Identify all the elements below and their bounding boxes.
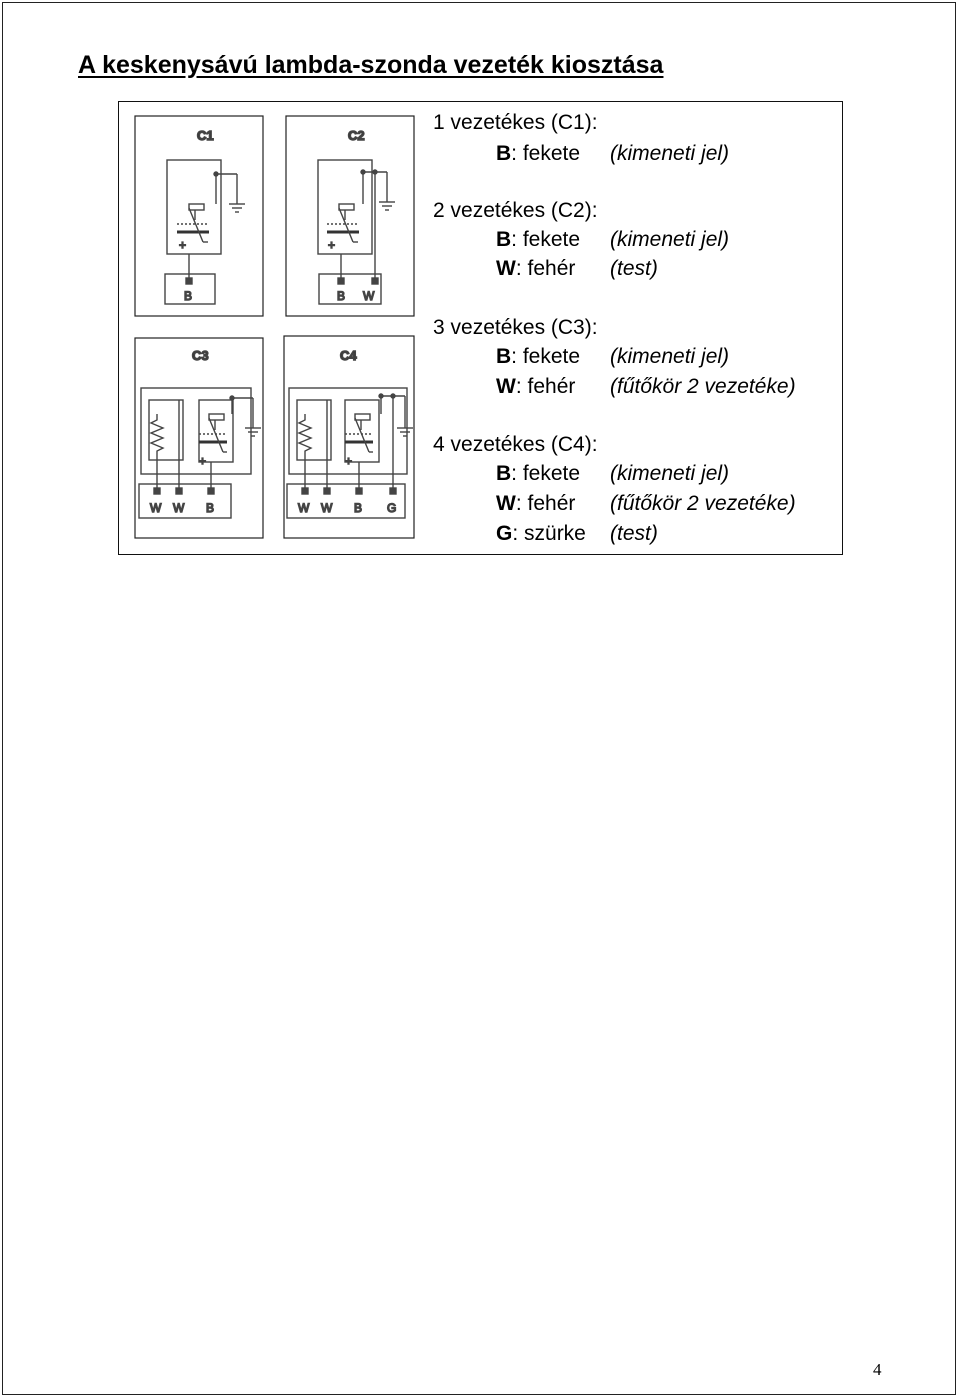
wire-function: (kimeneti jel)	[610, 462, 730, 485]
legend-row	[496, 227, 730, 253]
wire-code: B	[496, 462, 512, 485]
c1-pin-b: B	[184, 289, 193, 303]
diagram-c2	[286, 116, 414, 316]
c1-ground-icon	[229, 204, 245, 212]
c4-pin-w2: W	[321, 501, 333, 515]
c3-pin-w1: W	[150, 501, 162, 515]
wire-color: : fekete	[511, 228, 581, 251]
c4-label: C4	[340, 348, 357, 363]
diagram-c4	[284, 336, 414, 538]
legend-title: 3 vezetékes (C3):	[433, 316, 598, 339]
wiring-figure	[118, 101, 843, 555]
wire-function: (kimeneti jel)	[610, 345, 730, 368]
legend-row	[496, 491, 796, 517]
c2-pin-b: B	[337, 289, 346, 303]
wire-function: (kimeneti jel)	[610, 228, 730, 251]
legend-title: 4 vezetékes (C4):	[433, 433, 598, 456]
c4-heater-icon	[299, 414, 311, 474]
wire-function: (test)	[610, 257, 658, 280]
wire-color: : fekete	[511, 462, 581, 485]
wire-code: W	[496, 492, 516, 515]
wire-code: W	[496, 375, 516, 398]
wire-function: (fűtőkör 2 vezetéke)	[610, 375, 796, 398]
wire-function: (test)	[610, 522, 658, 545]
c1-label: C1	[197, 128, 214, 143]
wire-color: : fekete	[511, 345, 581, 368]
c4-pin-b: B	[354, 501, 363, 515]
page-title: A keskenysávú lambda-szonda vezeték kiosztása	[78, 51, 664, 79]
legend-row	[496, 461, 730, 487]
diagram-c1	[135, 116, 263, 316]
c3-pin-w2: W	[173, 501, 185, 515]
diagram-c3	[135, 338, 263, 538]
c4-pin-w1: W	[298, 501, 310, 515]
wire-code: G	[496, 522, 513, 545]
c3-plus-sign: +	[199, 454, 207, 468]
c2-pin-w: W	[363, 289, 375, 303]
legend-title: 1 vezetékes (C1):	[433, 111, 598, 134]
c3-pin-b: B	[206, 501, 215, 515]
c1-plus-sign: +	[179, 238, 187, 252]
c2-plus-sign: +	[328, 238, 336, 252]
wire-color: : fehér	[515, 257, 576, 280]
c4-pin-g: G	[387, 501, 397, 515]
legend-row	[496, 256, 658, 282]
c4-plus-sign: +	[345, 454, 353, 468]
wire-function: (fűtőkör 2 vezetéke)	[610, 492, 796, 515]
page-number: 4	[873, 1360, 882, 1379]
c4-ground-icon	[397, 428, 413, 436]
c2-label: C2	[348, 128, 365, 143]
legend-row	[496, 374, 796, 400]
legend-row	[496, 344, 730, 370]
wire-code: B	[496, 228, 512, 251]
wire-code: W	[496, 257, 516, 280]
wire-color: : fehér	[515, 375, 576, 398]
wire-code: B	[496, 345, 512, 368]
legend-row	[496, 521, 658, 547]
c2-ground-icon	[379, 202, 395, 210]
legend-title: 2 vezetékes (C2):	[433, 199, 598, 222]
wire-function: (kimeneti jel)	[610, 142, 730, 165]
c3-label: C3	[192, 348, 209, 363]
wire-code: B	[496, 142, 512, 165]
wire-color: : fekete	[511, 142, 581, 165]
wire-color: : szürke	[512, 522, 586, 545]
c3-ground-icon	[245, 428, 261, 436]
c3-heater-icon	[151, 414, 163, 474]
wire-color: : fehér	[515, 492, 576, 515]
legend-row	[496, 141, 730, 167]
